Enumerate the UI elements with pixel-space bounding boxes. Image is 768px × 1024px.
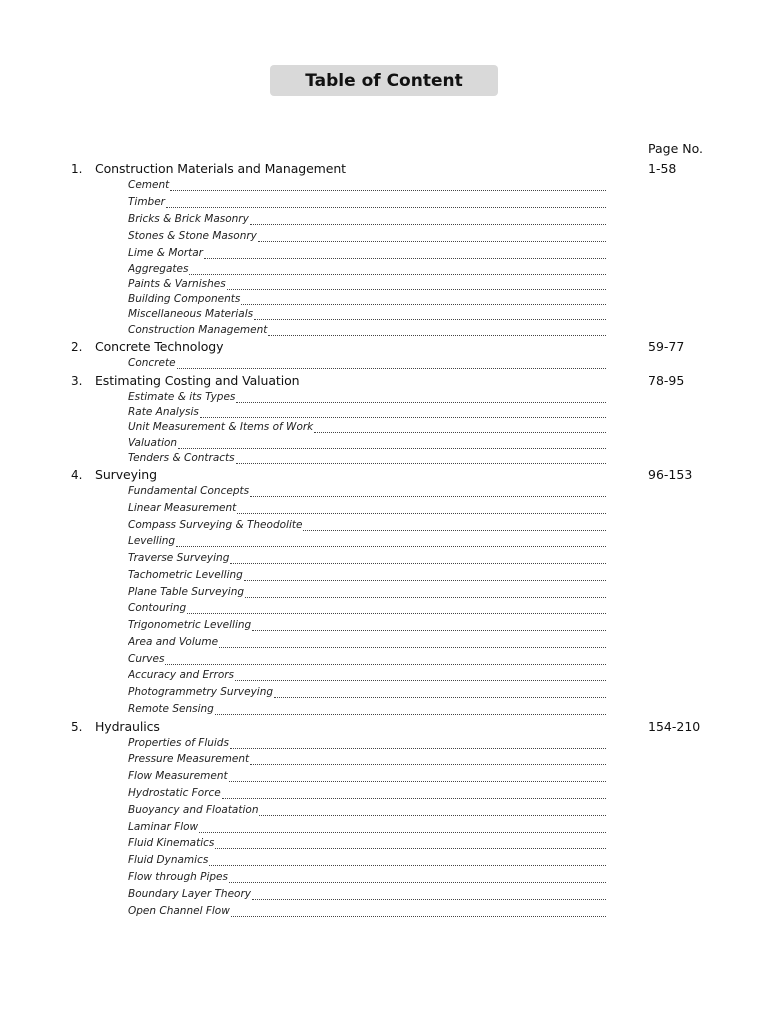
dot-leader bbox=[235, 669, 606, 681]
topic-name: Building Components bbox=[128, 293, 241, 305]
dot-leader bbox=[268, 324, 606, 336]
topic-name: Hydrostatic Force bbox=[128, 787, 221, 799]
topic-row bbox=[128, 702, 606, 717]
topic-row bbox=[128, 246, 606, 261]
topic-name: Contouring bbox=[128, 602, 187, 614]
topic-row bbox=[128, 601, 606, 616]
topic-name: Tenders & Contracts bbox=[128, 452, 235, 464]
topic-name: Concrete bbox=[128, 357, 176, 369]
topic-name: Rate Analysis bbox=[128, 406, 199, 418]
topic-row bbox=[128, 568, 606, 583]
topic-name: Stones & Stone Masonry bbox=[128, 230, 257, 242]
chapter-title: Surveying bbox=[95, 467, 157, 482]
dot-leader bbox=[229, 770, 606, 782]
dot-leader bbox=[237, 502, 606, 514]
topic-name: Boundary Layer Theory bbox=[128, 888, 252, 900]
dot-leader bbox=[166, 196, 606, 208]
chapter-title: Hydraulics bbox=[95, 719, 160, 734]
topic-row bbox=[128, 534, 606, 549]
chapter-number: 5. bbox=[71, 720, 83, 734]
topic-row bbox=[128, 585, 606, 600]
topic-row bbox=[128, 803, 606, 818]
topic-name: Linear Measurement bbox=[128, 502, 237, 514]
dot-leader bbox=[259, 804, 606, 816]
chapter-title: Estimating Costing and Valuation bbox=[95, 373, 300, 388]
topic-row bbox=[128, 390, 606, 405]
dot-leader bbox=[219, 636, 606, 648]
dot-leader bbox=[258, 230, 606, 242]
topic-row bbox=[128, 853, 606, 868]
chapter-pages: 96-153 bbox=[648, 467, 693, 482]
topic-name: Photogrammetry Surveying bbox=[128, 686, 274, 698]
dot-leader bbox=[199, 821, 606, 833]
chapter-title: Construction Materials and Management bbox=[95, 161, 346, 176]
topic-row bbox=[128, 668, 606, 683]
topic-row bbox=[128, 685, 606, 700]
dot-leader bbox=[204, 247, 606, 259]
chapter-number: 4. bbox=[71, 468, 83, 482]
topic-row bbox=[128, 652, 606, 667]
topic-row bbox=[128, 786, 606, 801]
chapter-row bbox=[0, 466, 768, 484]
dot-leader bbox=[189, 263, 606, 275]
topic-name: Accuracy and Errors bbox=[128, 669, 235, 681]
dot-leader bbox=[252, 888, 606, 900]
chapter-pages: 78-95 bbox=[648, 373, 685, 388]
topic-row bbox=[128, 752, 606, 767]
dot-leader bbox=[230, 737, 606, 749]
topic-row bbox=[128, 229, 606, 244]
topic-row bbox=[128, 820, 606, 835]
topic-name: Fluid Dynamics bbox=[128, 854, 209, 866]
dot-leader bbox=[227, 278, 606, 290]
dot-leader bbox=[176, 535, 606, 547]
topic-row bbox=[128, 518, 606, 533]
dot-leader bbox=[236, 452, 606, 464]
topic-row bbox=[128, 356, 606, 371]
dot-leader bbox=[165, 653, 606, 665]
chapter-title: Concrete Technology bbox=[95, 339, 224, 354]
topic-row bbox=[128, 178, 606, 193]
chapter-pages: 59-77 bbox=[648, 339, 685, 354]
chapter-pages: 154-210 bbox=[648, 719, 701, 734]
topic-name: Construction Management bbox=[128, 324, 268, 336]
topic-name: Cement bbox=[128, 179, 170, 191]
dot-leader bbox=[231, 905, 606, 917]
topic-row bbox=[128, 769, 606, 784]
topic-row bbox=[128, 451, 606, 466]
chapter-row bbox=[0, 718, 768, 736]
topic-row bbox=[128, 212, 606, 227]
topic-name: Buoyancy and Floatation bbox=[128, 804, 259, 816]
dot-leader bbox=[245, 586, 606, 598]
toc-title: Table of Content bbox=[305, 70, 463, 91]
dot-leader bbox=[187, 602, 606, 614]
topic-name: Levelling bbox=[128, 535, 176, 547]
dot-leader bbox=[250, 213, 606, 225]
dot-leader bbox=[230, 552, 606, 564]
dot-leader bbox=[209, 854, 606, 866]
dot-leader bbox=[303, 519, 606, 531]
topic-name: Trigonometric Levelling bbox=[128, 619, 252, 631]
dot-leader bbox=[250, 753, 606, 765]
topic-row bbox=[128, 436, 606, 451]
topic-name: Fundamental Concepts bbox=[128, 485, 250, 497]
topic-name: Flow Measurement bbox=[128, 770, 228, 782]
dot-leader bbox=[274, 686, 606, 698]
dot-leader bbox=[244, 569, 606, 581]
chapter-row bbox=[0, 338, 768, 356]
dot-leader bbox=[170, 179, 606, 191]
page-no-header: Page No. bbox=[648, 141, 703, 156]
topic-name: Valuation bbox=[128, 437, 178, 449]
topic-row bbox=[128, 501, 606, 516]
topic-name: Compass Surveying & Theodolite bbox=[128, 519, 303, 531]
topic-row bbox=[128, 405, 606, 420]
topic-row bbox=[128, 420, 606, 435]
topic-name: Fluid Kinematics bbox=[128, 837, 215, 849]
topic-name: Unit Measurement & Items of Work bbox=[128, 421, 314, 433]
dot-leader bbox=[241, 293, 606, 305]
topic-name: Open Channel Flow bbox=[128, 905, 230, 917]
dot-leader bbox=[254, 308, 606, 320]
chapter-row bbox=[0, 160, 768, 178]
topic-row bbox=[128, 618, 606, 633]
topic-row bbox=[128, 904, 606, 919]
topic-name: Timber bbox=[128, 196, 166, 208]
topic-name: Aggregates bbox=[128, 263, 189, 275]
dot-leader bbox=[236, 391, 606, 403]
topic-name: Pressure Measurement bbox=[128, 753, 250, 765]
topic-row bbox=[128, 635, 606, 650]
topic-row bbox=[128, 551, 606, 566]
topic-name: Plane Table Surveying bbox=[128, 586, 245, 598]
dot-leader bbox=[250, 485, 606, 497]
topic-name: Area and Volume bbox=[128, 636, 219, 648]
dot-leader bbox=[222, 787, 606, 799]
dot-leader bbox=[177, 357, 606, 369]
dot-leader bbox=[200, 406, 606, 418]
topic-name: Bricks & Brick Masonry bbox=[128, 213, 249, 225]
topic-row bbox=[128, 277, 606, 292]
topic-row bbox=[128, 323, 606, 338]
topic-name: Tachometric Levelling bbox=[128, 569, 243, 581]
topic-name: Laminar Flow bbox=[128, 821, 199, 833]
topic-row bbox=[128, 736, 606, 751]
topic-name: Curves bbox=[128, 653, 165, 665]
topic-row bbox=[128, 484, 606, 499]
topic-row bbox=[128, 292, 606, 307]
chapter-row bbox=[0, 372, 768, 390]
topic-row bbox=[128, 870, 606, 885]
chapter-number: 1. bbox=[71, 162, 83, 176]
topic-row bbox=[128, 887, 606, 902]
topic-row bbox=[128, 195, 606, 210]
topic-name: Estimate & its Types bbox=[128, 391, 236, 403]
topic-name: Remote Sensing bbox=[128, 703, 214, 715]
dot-leader bbox=[215, 837, 606, 849]
topic-name: Lime & Mortar bbox=[128, 247, 203, 259]
chapter-number: 3. bbox=[71, 374, 83, 388]
dot-leader bbox=[229, 871, 606, 883]
topic-row bbox=[128, 262, 606, 277]
topic-name: Traverse Surveying bbox=[128, 552, 230, 564]
topic-name: Properties of Fluids bbox=[128, 737, 229, 749]
topic-name: Miscellaneous Materials bbox=[128, 308, 254, 320]
topic-name: Flow through Pipes bbox=[128, 871, 228, 883]
toc-title-box bbox=[270, 65, 498, 96]
topic-row bbox=[128, 836, 606, 851]
topic-name: Paints & Varnishes bbox=[128, 278, 226, 290]
dot-leader bbox=[252, 619, 606, 631]
chapter-pages: 1-58 bbox=[648, 161, 677, 176]
dot-leader bbox=[215, 703, 606, 715]
chapter-number: 2. bbox=[71, 340, 83, 354]
dot-leader bbox=[178, 437, 606, 449]
topic-row bbox=[128, 307, 606, 322]
dot-leader bbox=[314, 421, 606, 433]
